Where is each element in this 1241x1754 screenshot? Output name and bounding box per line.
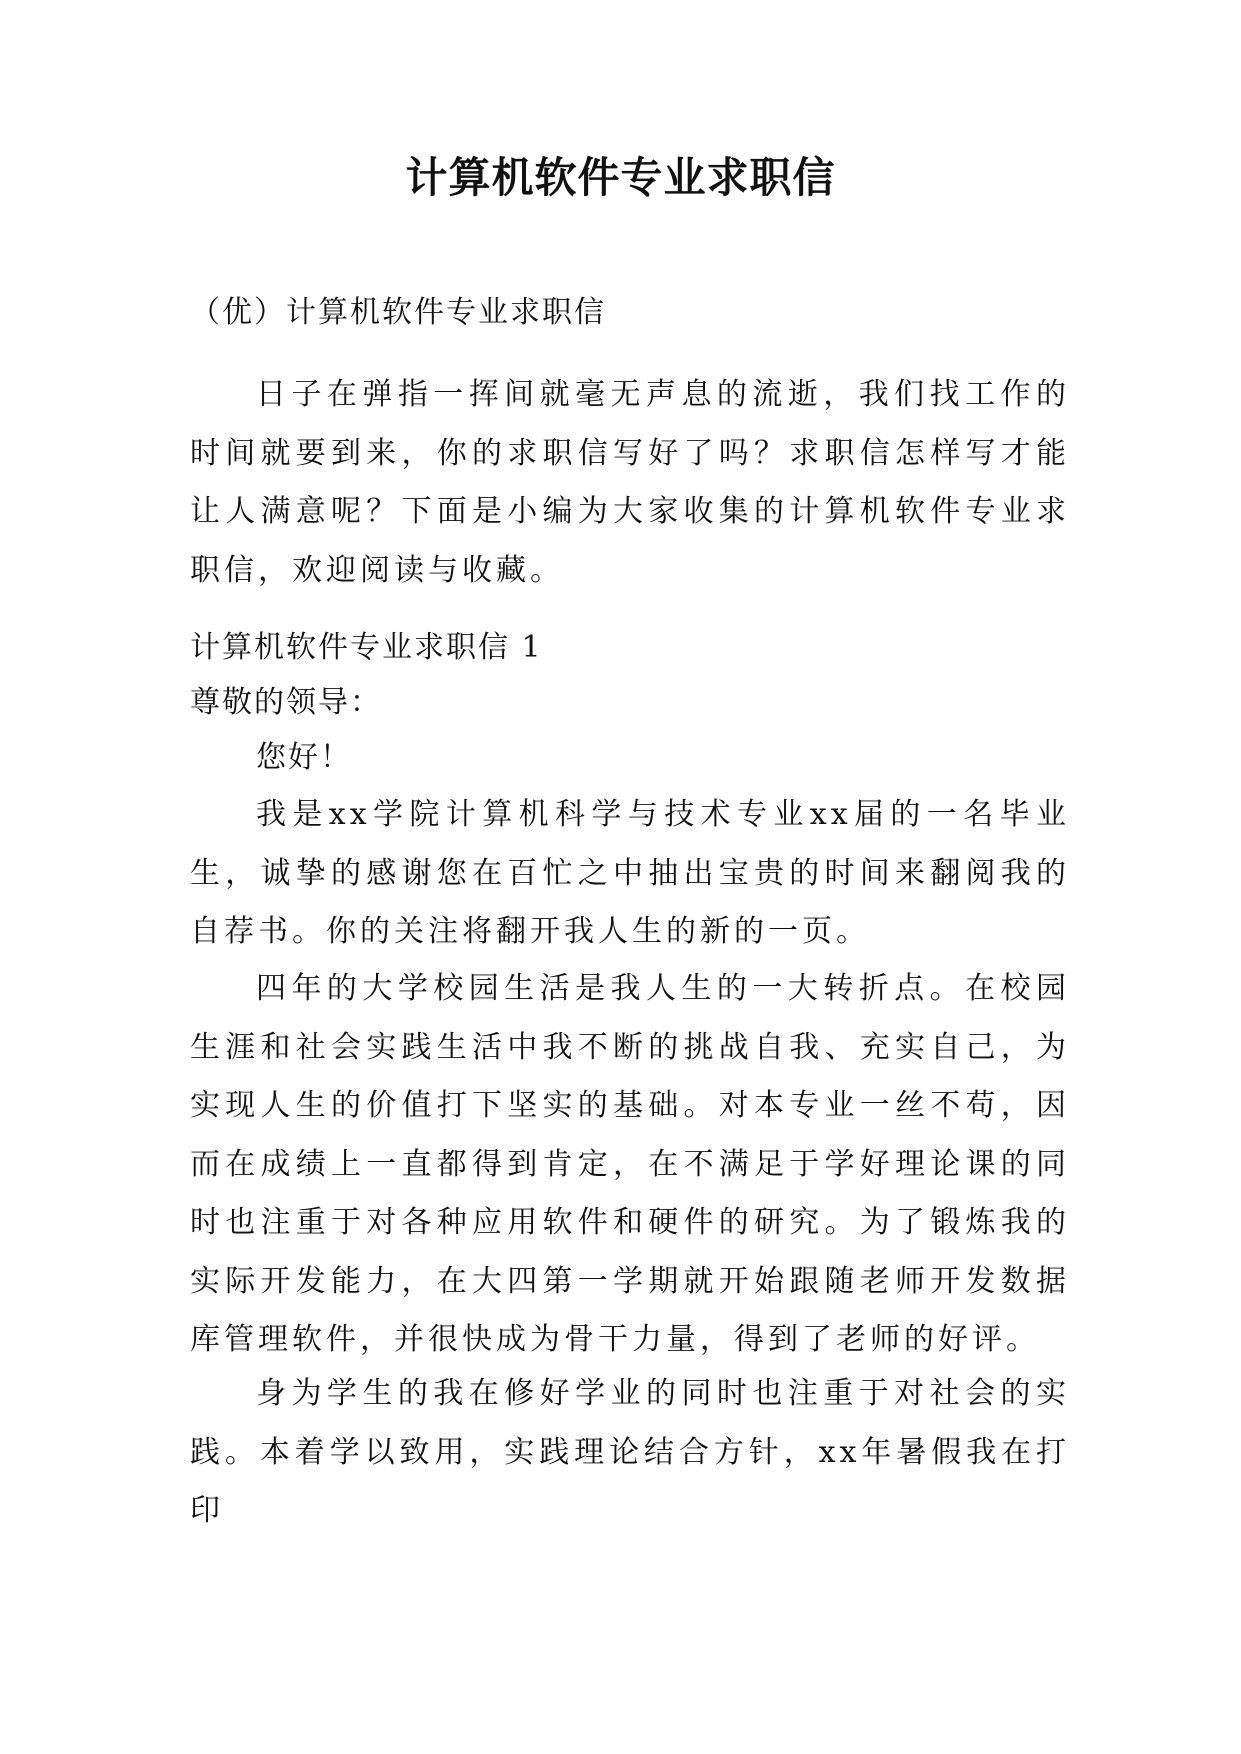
document-title: 计算机软件专业求职信 xyxy=(405,153,836,202)
intro-paragraph: 日子在弹指一挥间就毫无声息的流逝，我们找工作的时间就要到来，你的求职信写好了吗？求职信怎样写才能让人满意呢？下面是小编为大家收集的计算机软件专业求职信，欢迎阅读与收藏。 xyxy=(190,377,1070,588)
greeting: 您好！ xyxy=(256,740,352,775)
body-paragraph: 我是xx学院计算机科学与技术专业xx届的一名毕业生，诚挚的感谢您在百忙之中抽出宝贵的时间来翻阅我的自荐书。你的关注将翻开我人生的新的一页。 xyxy=(190,797,1070,949)
salutation: 尊敬的领导： xyxy=(190,685,382,720)
letter-heading: 计算机软件专业求职信 1 xyxy=(190,630,543,665)
body-paragraph: 四年的大学校园生活是我人生的一大转折点。在校园生涯和社会实践生活中我不断的挑战自我、充实自己，为实现人生的价值打下坚实的基础。对本专业一丝不苟，因而在成绩上一直都得到肯定，在不满足于学好理论课的同时也注重于对各种应用软件和硬件的研究。为了锻炼我的实际开发能力，在大四第一学期就开始跟随老师开发数据库管理软件，并很快成为骨干力量，得到了老师的好评。 xyxy=(190,971,1070,1357)
document-subtitle: （优）计算机软件专业求职信 xyxy=(190,295,606,330)
body-paragraph: 身为学生的我在修好学业的同时也注重于对社会的实践。本着学以致用，实践理论结合方针，xx年暑假我在打印 xyxy=(190,1376,1070,1528)
